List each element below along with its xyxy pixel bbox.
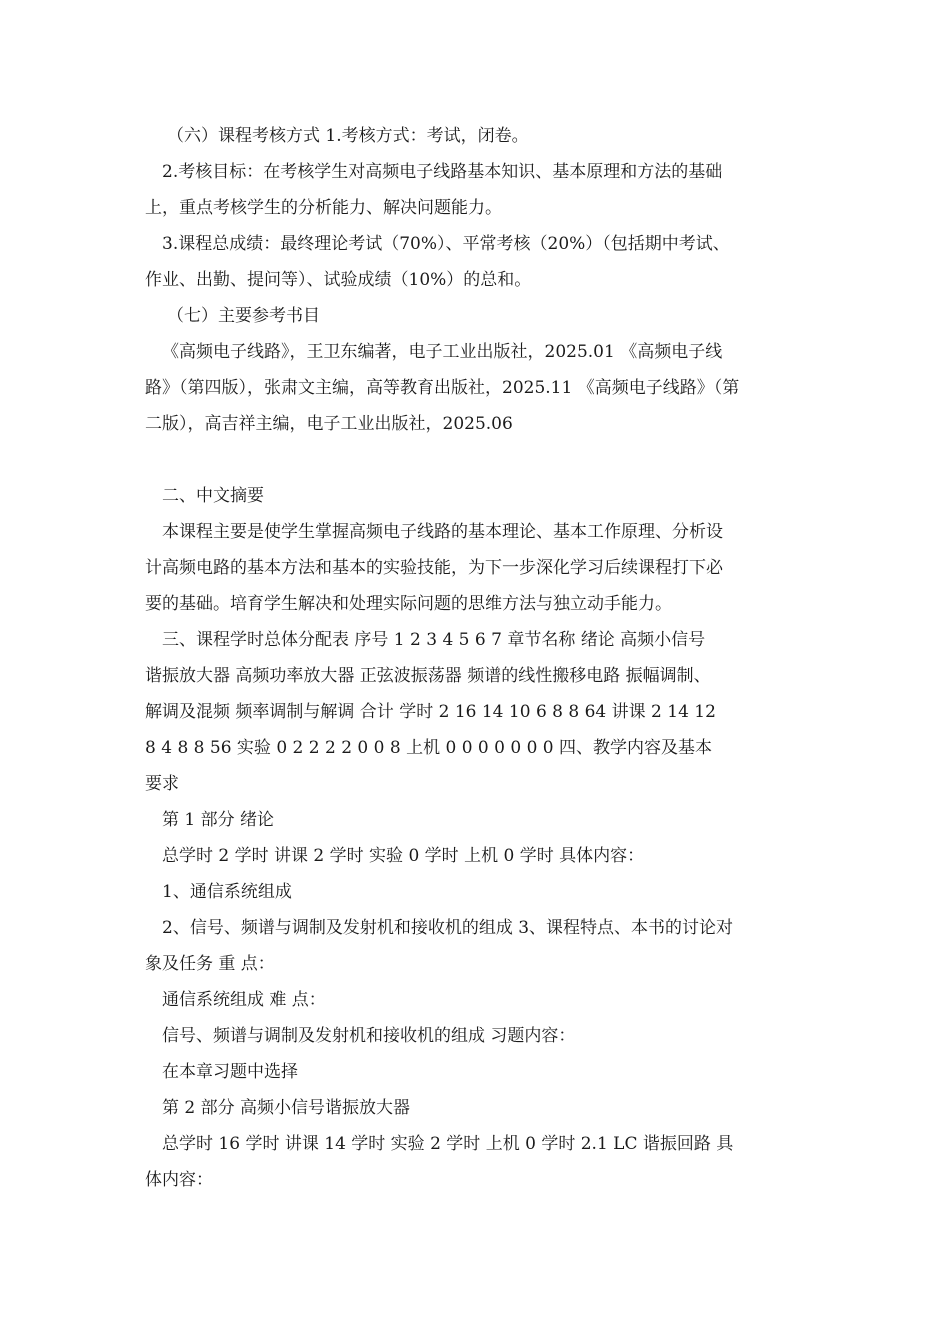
assessment-method-line: （六）课程考核方式 1.考核方式：考试，闭卷。 — [167, 126, 529, 146]
hours-table-line-3: 解调及混频 频率调制与解调 合计 学时 2 16 14 10 6 8 8 64 讲课 2 14 12 — [145, 702, 716, 722]
abstract-line-1: 本课程主要是使学生掌握高频电子线路的基本理论、基本工作原理、分析设 — [162, 522, 723, 542]
assessment-goal-line-1: 2.考核目标：在考核学生对高频电子线路基本知识、基本原理和方法的基础 — [162, 162, 723, 182]
body-text-top — [145, 118, 810, 442]
references-line-1: 《高频电子线路》，王卫东编著，电子工业出版社，2025.01 《高频电子线 — [162, 342, 723, 362]
references-heading: （七）主要参考书目 — [167, 306, 320, 326]
abstract-line-2: 计高频电路的基本方法和基本的实验技能，为下一步深化学习后续课程打下必 — [145, 558, 723, 578]
part1-item-2-cont: 象及任务 重 点： — [145, 954, 275, 974]
part2-hours-cont: 体内容： — [145, 1170, 213, 1190]
abstract-heading: 二、中文摘要 — [162, 486, 264, 506]
part1-exercises: 在本章习题中选择 — [162, 1062, 298, 1082]
part2-hours: 总学时 16 学时 讲课 14 学时 实验 2 学时 上机 0 学时 2.1 LC 谐振回路 具 — [162, 1134, 734, 1154]
body-text-bottom — [145, 478, 810, 1198]
part1-difficulty: 信号、频谱与调制及发射机和接收机的组成 习题内容： — [162, 1026, 576, 1046]
part2-heading: 第 2 部分 高频小信号谐振放大器 — [162, 1098, 411, 1118]
part1-heading: 第 1 部分 绪论 — [162, 810, 275, 830]
total-grade-line-1: 3.课程总成绩：最终理论考试（70%）、平常考核（20%）（包括期中考试、 — [162, 234, 730, 254]
references-line-2: 路》（第四版），张肃文主编，高等教育出版社，2025.11 《高频电子线路》（第 — [145, 378, 740, 398]
part1-hours: 总学时 2 学时 讲课 2 学时 实验 0 学时 上机 0 学时 具体内容： — [162, 846, 645, 866]
hours-table-line-1: 三、课程学时总体分配表 序号 1 2 3 4 5 6 7 章节名称 绪论 高频小信号 — [162, 630, 706, 650]
abstract-line-3: 要的基础。培育学生解决和处理实际问题的思维方法与独立动手能力。 — [145, 594, 672, 614]
hours-table-line-2: 谐振放大器 高频功率放大器 正弦波振荡器 频谱的线性搬移电路 振幅调制、 — [145, 666, 711, 686]
total-grade-line-2: 作业、出勤、提问等）、试验成绩（10%）的总和。 — [145, 270, 532, 290]
part1-item-2: 2、信号、频谱与调制及发射机和接收机的组成 3、课程特点、本书的讨论对 — [162, 918, 734, 938]
hours-table-line-5: 要求 — [145, 774, 179, 794]
assessment-goal-line-2: 上，重点考核学生的分析能力、解决问题能力。 — [145, 198, 502, 218]
part1-item-1: 1、通信系统组成 — [162, 882, 292, 902]
part1-key-point: 通信系统组成 难 点： — [162, 990, 326, 1010]
references-line-3: 二版），高吉祥主编，电子工业出版社，2025.06 — [145, 414, 513, 434]
hours-table-line-4: 8 4 8 8 56 实验 0 2 2 2 2 0 0 8 上机 0 0 0 0 0 0 0 四、教学内容及基本 — [145, 738, 713, 758]
